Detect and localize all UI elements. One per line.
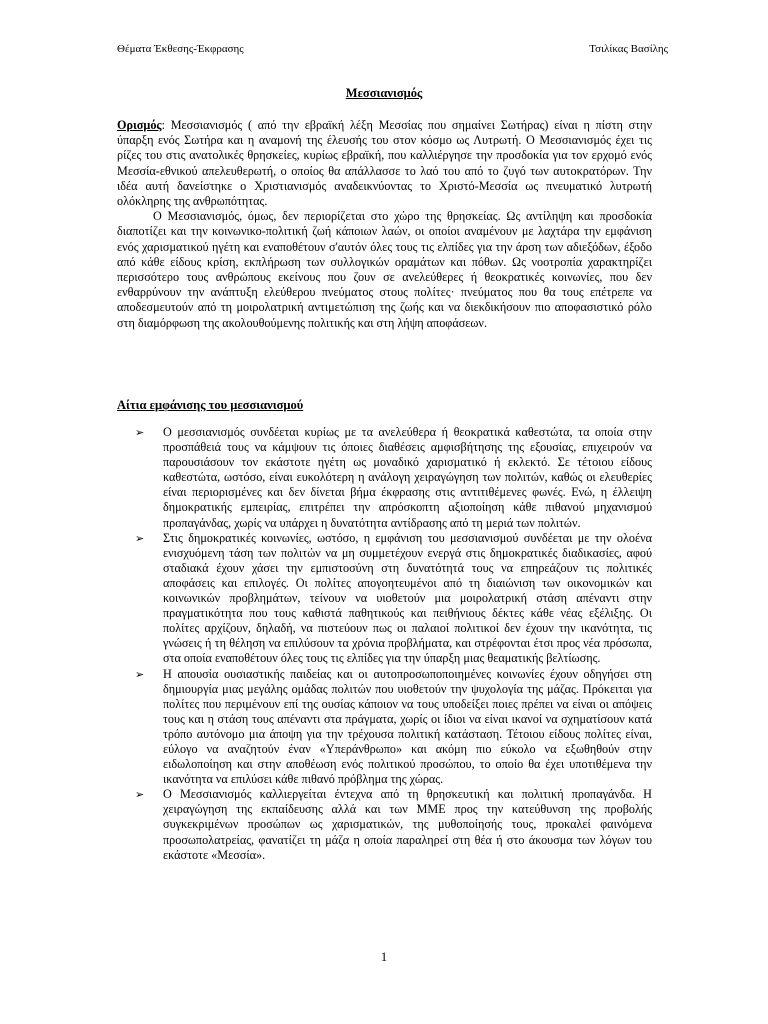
section-heading: Αίτια εμφάνισης του μεσσιανισμού [117, 398, 304, 412]
arrow-bullet-icon: ➢ [135, 426, 145, 439]
page-title: Μεσσιανισμός [345, 86, 423, 100]
definition-section [117, 118, 652, 331]
page-number: 1 [380, 950, 388, 964]
header-subject: Θέματα Έκθεσης-Έκφρασης [117, 43, 244, 55]
list-item [135, 425, 652, 531]
arrow-bullet-icon: ➢ [135, 788, 145, 802]
list-item-text: Ο μεσσιανισμός συνδέεται κυρίως με τα ανελεύθερα ή θεοκρατικά καθεστώτα, τα οποία στην προσπάθειά τους να κάμψουν τις όποιες διαθέσεις αμφισβήτησης της εξουσίας, επιχειρούν να παρουσιάσουν τον εκάστοτε ηγέτη ως μοναδικό χαρισματικό ή εκλεκτό. Σε τέτοιου είδους καθεστώτα, ωστόσο, είναι ευκολότερη η ανάλογη χειραγώγηση των πολιτών, καθώς οι ελευθερίες είναι περιορισμένες και δεν δίνεται βήμα έκφρασης στις αντιτιθέμενες φωνές. Ενώ, η έλλειψη δημοκρατικής εμπειρίας, επιτρέπει την απρόσκοπτη αξιοποίηση κάθε πιθανού μηχανισμού προπαγάνδας, χωρίς να υπάρχει η δυνατότητα αντίδρασης από τη μεριά των πολιτών. [163, 425, 652, 530]
list-item [135, 667, 652, 788]
definition-label: Ορισμός [117, 118, 162, 132]
list-item [135, 531, 652, 667]
definition-paragraph-2: Ο Μεσσιανισμός, όμως, δεν περιορίζεται στο χώρο της θρησκείας. Ως αντίληψη και προσδοκία διαποτίζει και την κοινωνικο-πολιτική ζωή κάποιων λαών, οι οποίοι αναμένουν με λαχτάρα την εμφάνιση ενός χαρισματικού ηγέτη και εναποθέτουν σ'αυτόν όλες τους τις ελπίδες για την άρση των αδιεξόδων, έξοδο από κάθε είδους κρίση, εκπλήρωση των συλλογικών οραμάτων και πόθων. Ως νοοτροπία χαρακτηρίζει περισσότερο τους ανθρώπους εκείνους που ζουν σε ανελεύθερες ή θεοκρατικές κοινωνίες, που δεν ενθαρρύνουν την ανάπτυξη ελεύθερου πνεύματος στους πολίτες· πνεύματος που θα τους επέτρεπε να αποδεσμευτούν από τη μοιρολατρική αντιμετώπιση της ζωής και να διεκδικήσουν πιο αποφασιστικό ρόλο στη διαμόρφωση της ακολουθούμενης πολιτικής και στη λήψη αποφάσεων. [117, 209, 652, 330]
list-item-text: Η απουσία ουσιαστικής παιδείας και οι αυτοπροσωποποιημένες κοινωνίες έχουν οδηγήσει στη δημιουργία μιας μεγάλης ομάδας πολιτών που υιοθετούν την ψυχολογία της μάζας. Πρόκειται για πολίτες που περιμένουν επί της ουσίας κάποιον να τους υποδείξει ποιες πρέπει να είναι οι απόψεις τους και η στάση τους απέναντι στα πράγματα, χωρίς οι ίδιοι να είναι ικανοί να σχηματίσουν κατά τρόπο αυτόνομο μια άποψη για την τρέχουσα πολιτική κατάσταση. Τέτοιου είδους πολίτες είναι, εύλογο να αναζητούν έναν «Υπεράνθρωπο» και ακόμη πιο εύκολο να εξωθηθούν στην ειδωλοποίηση και στην αποθέωση ενός πολιτικού προσώπου, το οποίο θα έχει υποτιθέμενα την ικανότητα να επιλύσει κάθε πιθανό πρόβλημα της χώρας. [163, 666, 652, 787]
header-author: Τσιλίκας Βασίλης [589, 43, 668, 55]
arrow-bullet-icon: ➢ [135, 667, 145, 681]
list-item-text: Στις δημοκρατικές κοινωνίες, ωστόσο, η εμφάνιση του μεσσιανισμού συνδέεται με την ολοένα ενισχυόμενη τάση των πολιτών να μη συμμετέχουν ενεργά στις δημοκρατικές διαδικασίες, αφού σταδιακά έχουν χάσει την εμπιστοσύνη στη δυνατότητά τους να επηρεάζουν τις πολιτικές αποφάσεις και επιλογές. Οι πολίτες απογοητευμένοι από τη διαιώνιση των οικονομικών και κοινωνικών προβλημάτων, τείνουν να υιοθετούν μια μοιρολατρική στάση απέναντι στην πραγματικότητα που τους καθιστά παθητικούς και πειθήνιους δέκτες κάθε νέας εξέλιξης. Οι πολίτες αρχίζουν, δηλαδή, να πιστεύουν πως οι παλαιοί πολιτικοί δεν έχουν την ικανότητα, τις γνώσεις ή τη θέληση να επιλύσουν τα χρόνια προβλήματα, και στρέφονται έτσι προς νέα πρόσωπα, στα οποία εναποθέτουν όλες τους τις ελπίδες για την ύπαρξη μιας θεαματικής βελτίωσης. [163, 530, 652, 666]
list-item-text: Ο Μεσσιανισμός καλλιεργείται έντεχνα από τη θρησκευτική και πολιτική προπαγάνδα. Η χειραγώγηση της εκπαίδευσης αλλά και των ΜΜΕ προς την κατεύθυνση της προβολής συγκεκριμένων προσώπων ως χαρισματικών, της μυθοποίησής τους, προκαλεί φαινόμενα προσωπολατρείας, φανατίζει τη μάζα η οποία παραληρεί στη θέα ή στο άκουσμα των λόγων του εκάστοτε «Μεσσία». [163, 787, 652, 862]
arrow-bullet-icon: ➢ [135, 531, 145, 545]
list-item [135, 787, 652, 862]
definition-text: : Μεσσιανισμός ( από την εβραϊκή λέξη Μεσσίας που σημαίνει Σωτήρας) είναι η πίστη στην ύπαρξη ενός Σωτήρα και η αναμονή της έλευσής του στον κόσμο ως Λυτρωτή. Ο Μεσσιανισμός έχει τις ρίζες του στις ανατολικές θρησκείες, κυρίως εβραϊκή, που καλλιέργησε την προσδοκία για τον ερχομό ενός Μεσσία-εθνικού απελευθερωτή, ο οποίος θα απάλλασσε το λαό του από το ζυγό των αυτοκρατόρων. Την ιδέα αυτή δανείστηκε ο Χριστιανισμός αναδεικνύοντας το Χριστό-Μεσσία ως πνευματικό λυτρωτή ολόκληρης της ανθρωπότητας. [117, 118, 652, 209]
causes-list [135, 425, 652, 863]
